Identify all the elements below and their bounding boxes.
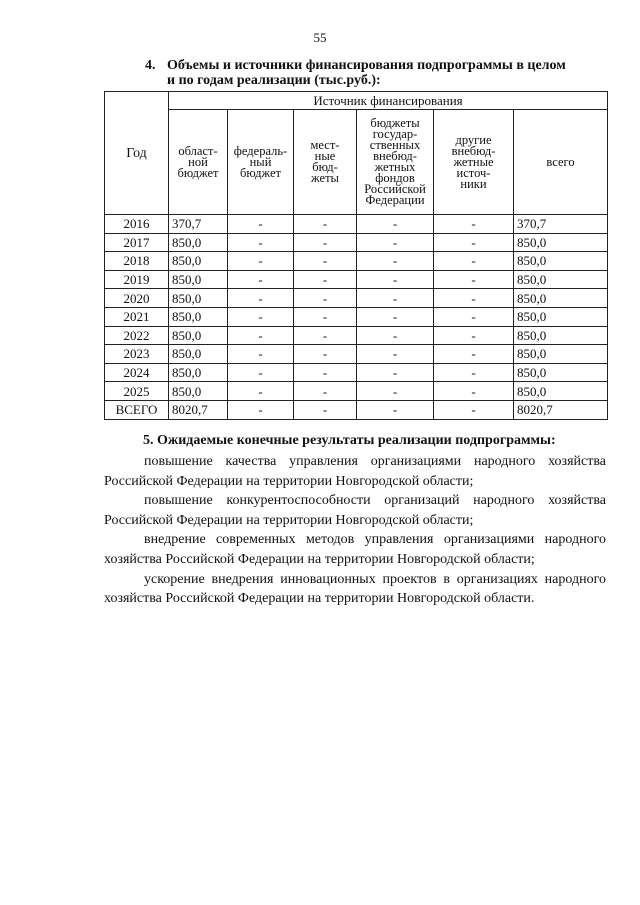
local-cell: - — [294, 326, 357, 345]
table-row — [105, 363, 608, 382]
column-header-state-funds-budgets: бюджеты государ- ственных внебюд- жетных фондов Российской Федерации — [357, 110, 434, 215]
result-paragraph: повышение качества управления организациями народного хозяйства Российской Федерации на территории Новгородской области; — [104, 454, 606, 489]
oblast-cell: 370,7 — [169, 215, 228, 234]
oblast-cell: 850,0 — [169, 326, 228, 345]
table-row — [105, 270, 608, 289]
federal-cell: - — [228, 382, 294, 401]
page-number: 55 — [313, 30, 327, 45]
oblast-cell: 850,0 — [169, 289, 228, 308]
funds-cell: - — [357, 326, 434, 345]
year-cell: 2023 — [105, 345, 169, 364]
other-cell: - — [434, 215, 514, 234]
other-cell: - — [434, 252, 514, 271]
section-4-title-line1: Объемы и источники финансирования подпрограммы в целом — [167, 58, 566, 73]
total-cell: 850,0 — [514, 307, 608, 326]
federal-cell: - — [228, 270, 294, 289]
other-cell: - — [434, 345, 514, 364]
oblast-cell: 850,0 — [169, 363, 228, 382]
year-cell: 2025 — [105, 382, 169, 401]
federal-cell: - — [228, 363, 294, 382]
federal-cell: - — [228, 400, 294, 419]
total-cell: 850,0 — [514, 233, 608, 252]
section-5-title: 5. Ожидаемые конечные результаты реализации подпрограммы: — [143, 433, 556, 448]
funds-cell: - — [357, 215, 434, 234]
table-row — [105, 326, 608, 345]
federal-cell: - — [228, 215, 294, 234]
total-cell: 370,7 — [514, 215, 608, 234]
funds-cell: - — [357, 363, 434, 382]
result-paragraph: ускорение внедрения инновационных проектов в организациях народного хозяйства Российской Федерации на территории Новгородской области. — [104, 571, 606, 607]
table-row — [105, 289, 608, 308]
other-cell: - — [434, 270, 514, 289]
other-cell: - — [434, 289, 514, 308]
table-row — [105, 252, 608, 271]
total-cell: 8020,7 — [514, 400, 608, 419]
funds-cell: - — [357, 233, 434, 252]
oblast-cell: 850,0 — [169, 345, 228, 364]
local-cell: - — [294, 270, 357, 289]
table-row — [105, 400, 608, 419]
table-row — [105, 215, 608, 234]
total-cell: 850,0 — [514, 382, 608, 401]
other-cell: - — [434, 363, 514, 382]
table-row — [105, 382, 608, 401]
local-cell: - — [294, 215, 357, 234]
local-cell: - — [294, 233, 357, 252]
column-header-other-sources: другие внебюд- жетные источ- ники — [434, 110, 514, 215]
total-cell: 850,0 — [514, 326, 608, 345]
results-list — [104, 452, 606, 609]
local-cell: - — [294, 345, 357, 364]
source-header: Источник финансирования — [169, 92, 608, 110]
total-cell: 850,0 — [514, 363, 608, 382]
other-cell: - — [434, 326, 514, 345]
federal-cell: - — [228, 307, 294, 326]
funds-cell: - — [357, 270, 434, 289]
funds-cell: - — [357, 289, 434, 308]
table-row — [105, 345, 608, 364]
year-column-header: Год — [105, 92, 169, 215]
other-cell: - — [434, 233, 514, 252]
year-cell: ВСЕГО — [105, 400, 169, 419]
column-header-total: всего — [514, 110, 608, 215]
oblast-cell: 850,0 — [169, 382, 228, 401]
oblast-cell: 850,0 — [169, 307, 228, 326]
column-header-federal-budget: федераль- ный бюджет — [228, 110, 294, 215]
other-cell: - — [434, 382, 514, 401]
oblast-cell: 850,0 — [169, 270, 228, 289]
total-cell: 850,0 — [514, 289, 608, 308]
federal-cell: - — [228, 252, 294, 271]
year-cell: 2022 — [105, 326, 169, 345]
funds-cell: - — [357, 400, 434, 419]
oblast-cell: 850,0 — [169, 233, 228, 252]
local-cell: - — [294, 363, 357, 382]
total-cell: 850,0 — [514, 252, 608, 271]
column-header-local-budgets: мест- ные бюд- жеты — [294, 110, 357, 215]
federal-cell: - — [228, 326, 294, 345]
federal-cell: - — [228, 289, 294, 308]
funds-cell: - — [357, 382, 434, 401]
section-4-title-line2: и по годам реализации (тыс.руб.): — [167, 73, 381, 88]
other-cell: - — [434, 400, 514, 419]
year-cell: 2019 — [105, 270, 169, 289]
year-cell: 2021 — [105, 307, 169, 326]
local-cell: - — [294, 382, 357, 401]
funds-cell: - — [357, 345, 434, 364]
local-cell: - — [294, 289, 357, 308]
year-cell: 2016 — [105, 215, 169, 234]
funds-cell: - — [357, 252, 434, 271]
local-cell: - — [294, 307, 357, 326]
year-cell: 2018 — [105, 252, 169, 271]
federal-cell: - — [228, 345, 294, 364]
total-cell: 850,0 — [514, 270, 608, 289]
total-cell: 850,0 — [514, 345, 608, 364]
other-cell: - — [434, 307, 514, 326]
local-cell: - — [294, 252, 357, 271]
section-4-title — [145, 58, 605, 88]
local-cell: - — [294, 400, 357, 419]
funds-cell: - — [357, 307, 434, 326]
table-row — [105, 307, 608, 326]
financing-table — [104, 91, 608, 420]
column-header-oblast-budget: област- ной бюджет — [169, 110, 228, 215]
federal-cell: - — [228, 233, 294, 252]
oblast-cell: 850,0 — [169, 252, 228, 271]
result-paragraph: внедрение современных методов управления организациями народного хозяйства Российской Федерации на территории Новгородской области; — [104, 532, 606, 567]
year-cell: 2020 — [105, 289, 169, 308]
year-cell: 2024 — [105, 363, 169, 382]
result-paragraph: повышение конкурентоспособности организаций народного хозяйства Российской Федерации на территории Новгородской области; — [104, 493, 606, 528]
table-row — [105, 233, 608, 252]
section-4-number: 4. — [145, 58, 156, 73]
year-cell: 2017 — [105, 233, 169, 252]
oblast-cell: 8020,7 — [169, 400, 228, 419]
